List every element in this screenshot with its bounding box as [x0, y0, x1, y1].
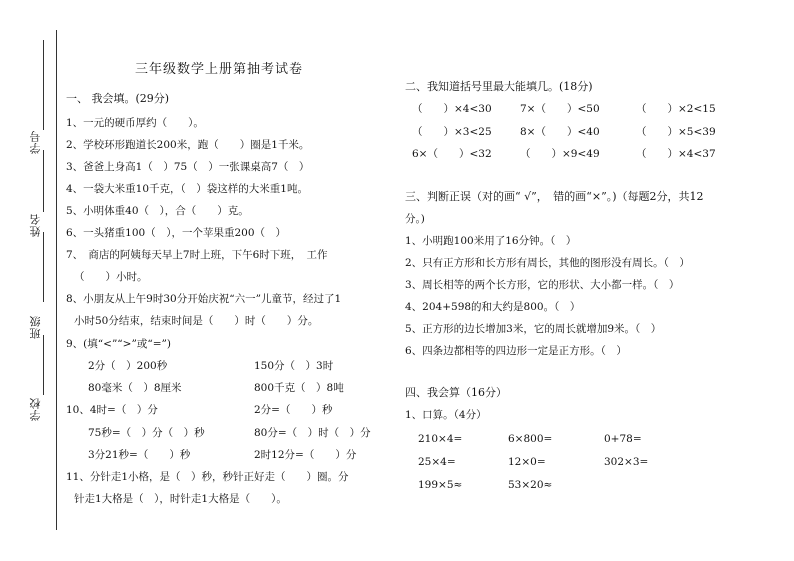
question-1-5: 5、小明体重40（ ），合（ ）克。: [66, 205, 249, 217]
calc-3: 0+78=: [604, 433, 642, 445]
question-1-11-cont: 针走1大格是（ ），时针走1大格是（ ）。: [74, 493, 287, 505]
compare-2: 150分（ ）3时: [254, 360, 334, 372]
question-1-10a: 10、4时=（ ）分: [66, 404, 158, 416]
calc-5: 12×0=: [508, 456, 546, 468]
binding-line: [56, 30, 57, 530]
question-1-1: 1、一元的硬币厚约（ ）。: [66, 117, 204, 129]
fill-3: （ ）×2<15: [636, 103, 716, 115]
question-1-7-cont: （ ）小时。: [74, 271, 148, 283]
question-1-10e: 3分21秒=（ ）秒: [88, 449, 191, 461]
student-id-underline: [43, 40, 44, 130]
question-1-9: 9、(填“<”“>”或“=”): [66, 338, 171, 350]
section-2-heading: 二、我知道括号里最大能填几。(18分): [405, 80, 593, 93]
fill-4: （ ）×3<25: [412, 126, 492, 138]
fill-6: （ ）×5<39: [636, 126, 716, 138]
fill-5: 8×（ ）<40: [520, 126, 600, 138]
judge-4: 4、204+598的和大约是800。（ ）: [405, 301, 581, 313]
judge-6: 6、四条边都相等的四边形一定是正方形。（ ）: [405, 345, 627, 357]
calc-1: 210×4=: [418, 433, 463, 445]
calc-6: 302×3=: [604, 456, 649, 468]
name-label: 姓名: [29, 213, 42, 237]
fill-7: 6×（ ）<32: [412, 148, 492, 160]
fill-8: （ ）×9<49: [520, 148, 600, 160]
compare-4: 800千克（ ）8吨: [254, 382, 344, 394]
judge-5: 5、正方形的边长增加3米，它的周长就增加9米。（ ）: [405, 323, 662, 335]
fill-1: （ ）×4<30: [412, 103, 492, 115]
question-1-7: 7、 商店的阿姨每天早上7时上班，下午6时下班， 工作: [66, 249, 328, 261]
fill-2: 7×（ ）<50: [520, 103, 600, 115]
question-1-8: 8、小朋友从上午9时30分开始庆祝“六一”儿童节，经过了1: [66, 293, 342, 305]
question-1-10b: 2分=（ ）秒: [254, 404, 333, 416]
name-underline: [43, 150, 44, 212]
compare-3: 80毫米（ ）8厘米: [88, 382, 182, 394]
question-1-4: 4、一袋大米重10千克，（ ）袋这样的大米重1吨。: [66, 183, 308, 195]
class-underline: [43, 232, 44, 302]
section-4-heading: 四、我会算（16分）: [405, 386, 507, 399]
question-1-10d: 80分=（ ）时（ ）分: [254, 427, 371, 439]
calc-4: 25×4=: [418, 456, 456, 468]
school-underline: [43, 335, 44, 395]
fill-9: （ ）×4<37: [636, 148, 716, 160]
calc-7: 199×5≈: [418, 479, 463, 491]
student-id-label: 学号: [29, 130, 42, 154]
question-1-3: 3、爸爸上身高1（ ）75（ ）一张课桌高7（ ）: [66, 161, 310, 173]
class-label: 班级: [29, 315, 42, 339]
question-1-10f: 2时12分=（ ）分: [254, 449, 357, 461]
section-3-heading: 三、判断正误（对的画“ √”， 错的画“×”。)（每题2分，共12: [405, 190, 704, 203]
section-1-heading: 一、 我会填。(29分): [66, 92, 170, 105]
compare-1: 2分（ ）200秒: [88, 360, 168, 372]
question-1-2: 2、学校环形跑道长200米，跑（ ）圈是1千米。: [66, 139, 310, 151]
oral-calc-heading: 1、口算。（4分）: [405, 409, 487, 421]
section-3-heading-cont: 分。): [405, 213, 425, 225]
calc-2: 6×800=: [508, 433, 553, 445]
school-label: 学校: [29, 397, 42, 421]
calc-8: 53×20≈: [508, 479, 553, 491]
judge-2: 2、只有正方形和长方形有周长，其他的图形没有周长。（ ）: [405, 257, 690, 269]
judge-3: 3、周长相等的两个长方形，它的形状、大小都一样。（ ）: [405, 279, 680, 291]
question-1-11: 11、分针走1小格，是（ ）秒，秒针正好走（ ）圈。分: [66, 471, 349, 483]
exam-title: 三年级数学上册第抽考试卷: [135, 62, 304, 77]
question-1-6: 6、一头猪重100（ ），一个苹果重200（ ）: [66, 227, 287, 239]
question-1-8-cont: 小时50分结束，结束时间是（ ）时（ ）分。: [74, 315, 319, 327]
judge-1: 1、小明跑100米用了16分钟。（ ）: [405, 235, 577, 247]
question-1-10c: 75秒=（ ）分（ ）秒: [88, 427, 205, 439]
